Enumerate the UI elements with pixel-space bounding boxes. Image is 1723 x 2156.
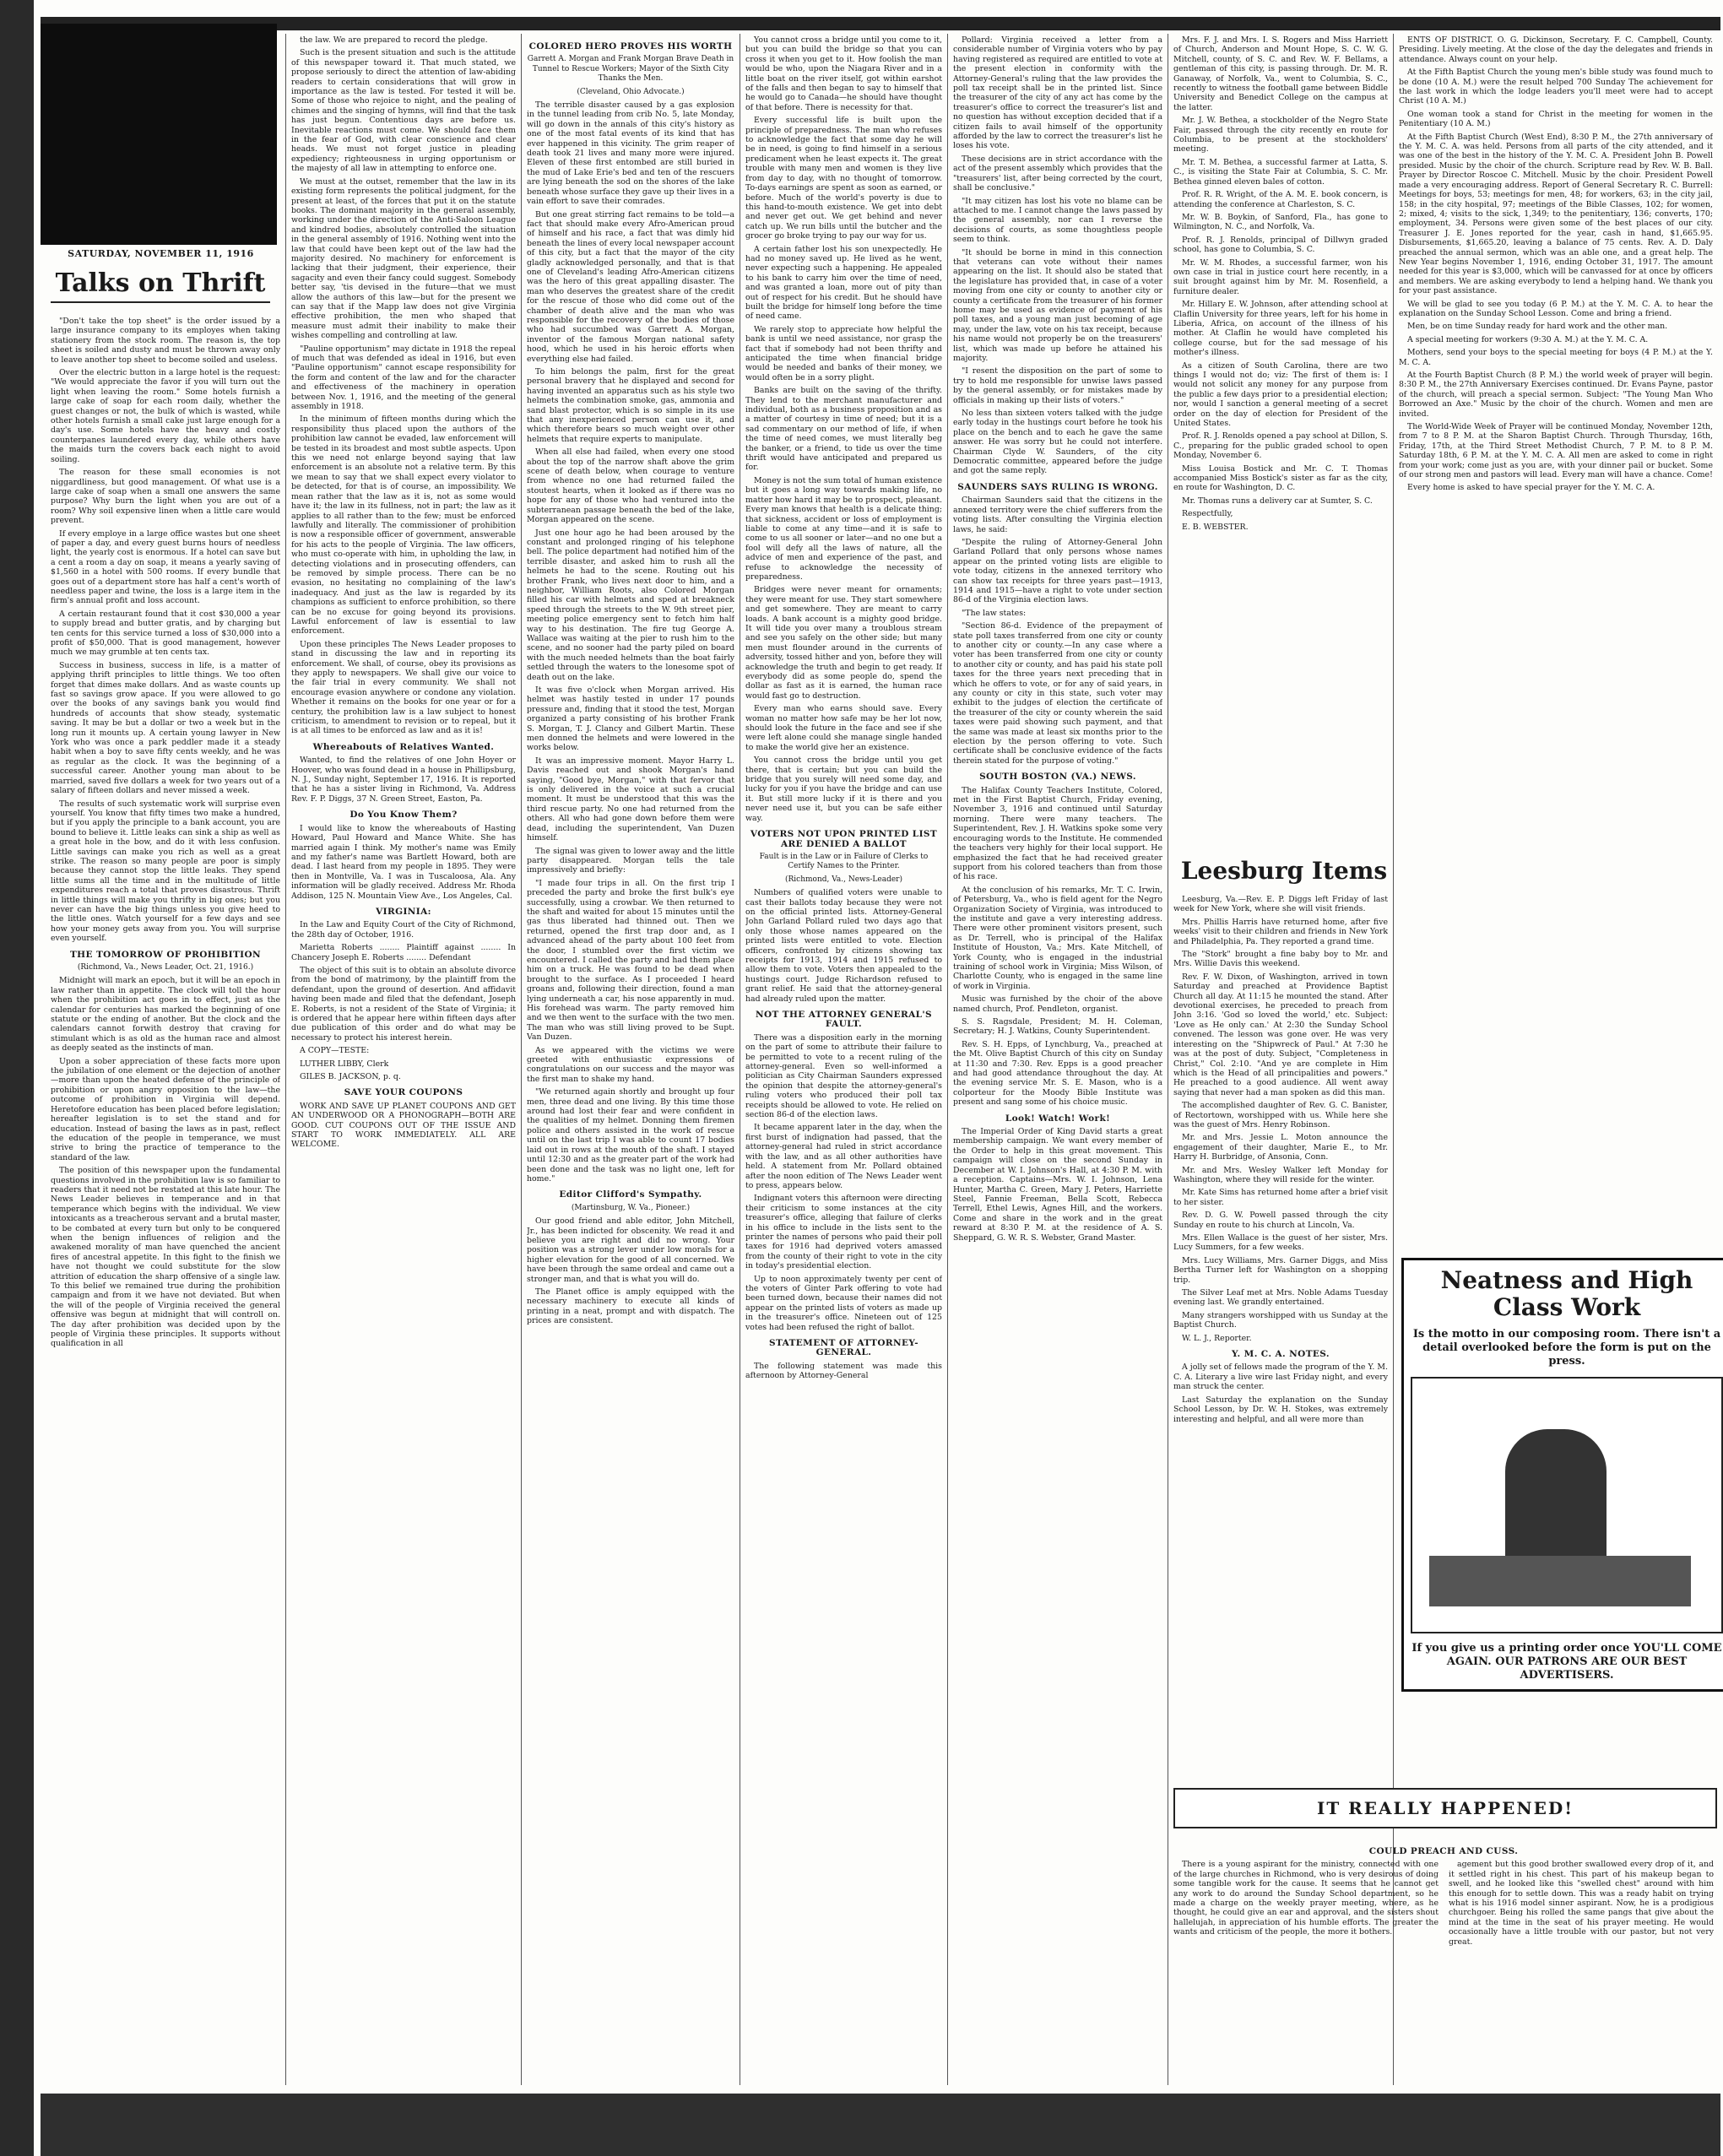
paragraph: If every employe in a large office wastes but one sheet of paper a day, and every guest burns hours of needless light, the yearly cost is enormous. If a hotel can save but a cent a room a day on soap, it means a yearly saving of $1,560 in a hotel with 500 rooms. If every bundle that goes out of a department store has half a cent's worth of needless paper and twine, the loss is a large item in the firm's annual profit and loss account. xyxy=(51,528,280,606)
paragraph: Every home is asked to have special prayer for the Y. M. C. A. xyxy=(1407,483,1655,493)
paragraph: Marietta Roberts ........ Plaintiff against ........ In Chancery Joseph E. Roberts ........ Defendant xyxy=(291,943,516,962)
paragraph: In the Law and Equity Court of the City of Richmond, the 28th day of October, 1916. xyxy=(291,920,516,940)
paragraph: WORK AND SAVE UP PLANET COUPONS AND GET AN UNDERWOOD OR A PHONOGRAPH—BOTH ARE GOOD. CUT COUPONS OUT OF THE ISSUE AND START TO WORK IMMEDIATELY. ALL ARE WELCOME. xyxy=(291,1101,516,1150)
paragraph: Miss Louisa Bostick and Mr. C. T. Thomas accompanied Miss Bostick's sister as far as the city, en route for Washington, D. C. xyxy=(1173,463,1388,493)
paragraph: Rev. F. W. Dixon, of Washington, arrived in town Saturday and preached at Providence Baptist Church all day. At 11:15 he mounted the stand. After devotional exercises, he preceded to preach from John 3:16. 'God so loved the world,' etc. Subject: 'Love as He only can.' At 2:30 the Sunday School convened. The lesson was gone over. He was very interesting on the "Shipwreck of Paul." At 7:30 he was at the post of duty. Subject, "Completeness in Christ," Col. 2:10. "And ye are complete in Him which is the Head of all principalities and powers." He preached to a good audience. All went away saying that never had a man spoken as did this man. xyxy=(1173,972,1388,1097)
paragraph: Mothers, send your boys to the special meeting for boys (4 P. M.) at the Y. M. C. A. xyxy=(1399,348,1713,367)
paragraph: These decisions are in strict accordance with the act of the present assembly which provides that the "treasurers' list, after being corrected by the court, shall be conclusive." xyxy=(953,154,1162,193)
paragraph: Midnight will mark an epoch, but it will be an epoch in law rather than in appetite. The clock will toll the hour when the prohibition act goes in to effect, just as the calendar for centuries has marked the beginning of one statute or the ending of another. But the clock and the calendars cannot forwith destroy that craving for stimulant which is as old as the human race and almost as deeply seated as the instincts of man. xyxy=(51,976,280,1054)
paragraph: The results of such systematic work will surprise even yourself. You know that fifty times two make a hundred, but if you apply the principle to a bank account, you are bound to believe it. Little leaks can sink a ship as well as a great hole in the bow, and do it with less confusion. Little savings can make you rich as well as a great strike. The reason so many people are poor is simply because they cannot stop the little leaks. They spend little sums all the time and in the multitude of little expenditures reach a total that proves disastrous. Thrift in little things will make you thrifty in big ones; but you never can have the big things unless you give heed to the little ones. Watch yourself for a few days and see how your money gets away from you. You will surprise even yourself. xyxy=(51,799,280,944)
paragraph: We must at the outset, remember that the law in its existing form represents the political judgment, for the present at least, of the forces that put it on the statute books. The dominant majority in the general assembly, working under the direction of the Anti-Saloon League and kindred bodies, absolutely controlled the situation in the general assembly of 1916. Nothing went into the law that could have been kept out of the law had the majority desired. No machinery for enforcement is lacking that their judgment, their experience, their sagacity and even their fancy could suggest. Somebody better say, 'tis devised in the future—that we must allow the authors of this law—but for the present we can say that if the Mapp law does not give Virginia effective prohibition, the men who shaped that measure must admit their inability to make their wishes compelling and controlling at law. xyxy=(291,176,516,341)
date-line: SATURDAY, NOVEMBER 11, 1916 xyxy=(68,248,254,259)
attorney-fault-heading: NOT THE ATTORNEY GENERAL'S FAULT. xyxy=(755,1010,933,1030)
prohibition-article xyxy=(51,976,280,1348)
paragraph: A certain restaurant found that it cost $30,000 a year to supply bread and butter gratis, and by charging but ten cents for this service turned a loss of $30,000 into a profit of $50,000. That is good management, however much we may grumble at ten cents tax. xyxy=(51,609,280,658)
paragraph: "Section 86-d. Evidence of the prepayment of state poll taxes transferred from one city or county to another city or county.—In any case where a voter has been transferred from one city or county to another city or county, and has paid his state poll taxes for the three years next preceding that in which he offers to vote, or for any of said years, in any county or city in this state, such voter may exhibit to the judges of election the certificate of the treasurer of the city or county wherein the said taxes were paid showing such payment, and that the same was made at least six months prior to the election by the person offering to vote. Such certificate shall be conclusive evidence of the facts therein stated for the purpose of voting." xyxy=(953,621,1162,766)
colored-hero-heading: COLORED HERO PROVES HIS WORTH xyxy=(528,41,733,51)
paragraph: Mr. Kate Sims has returned home after a brief visit to her sister. xyxy=(1173,1188,1388,1207)
paragraph: Rev. S. H. Epps, of Lynchburg, Va., preached at the Mt. Olive Baptist Church of this city on Sunday at 11:30 and 7:30. Rev. Epps is a good preacher and had good attendance throughout the day. At the evening service Mr. S. E. Mason, who is a colporteur for the Moody Bible Institute was present and sang some of his choice music. xyxy=(953,1039,1162,1108)
pollard-statement xyxy=(953,35,1162,476)
column-rule xyxy=(521,34,522,2085)
save-coupons-text xyxy=(291,1102,516,1150)
paragraph: It became apparent later in the day, when the first burst of indignation had passed, that the attorney-general had ruled in strict accordance with the law, and as all other authorities have held. A statement from Mr. Pollard obtained after the noon edition of The News Leader went to press, appears below. xyxy=(745,1123,942,1190)
paragraph: At the conclusion of his remarks, Mr. T. C. Irwin, of Petersburg, Va., who is field agent for the Negro Organization Society of Virginia, was introduced to the institute and gave a very interesting address. There were other prominent visitors present, such as Dr. Terrell, who is principal of the Halifax Institute of Houston, Va.; Mrs. Kate Mitchell, of York County, who is engaged in the industrial training of school work in Virginia; Miss Wilson, of Charlotte County, who is engaged in the same line of work in Virginia. xyxy=(953,885,1162,991)
south-boston-article xyxy=(953,786,1162,1108)
paragraph: It was five o'clock when Morgan arrived. His helmet was hastily tested in under 17 pounds pressure and, finding that it stood the test, Morgan organized a party consisting of his brother Frank S. Morgan, T. J. Clancy and Gilbert Martin. These men donned the helmets and were lowered in the works below. xyxy=(527,685,734,753)
paragraph: The Imperial Order of King David starts a great membership campaign. We want every member of the Order to help in this great movement. This campaign will close on the second Sunday in December at W. I. Johnson's Hall, at 4:30 P. M. with a reception. Captains—Mrs. W. I. Johnson, Lena Hunter, Martha C. Green, Mary J. Peters, Harriette Steel, Fannie Freeman, Bella Scott, Rebecca Terrell, Ethel Lewis, Agnes Hill, and the workers. Come and share in the work and in the great reward at 8:30 P. M. at the residence of A. S. Sheppard, G. W. R. S. Webster, Grand Master. xyxy=(953,1127,1162,1243)
paragraph: A jolly set of fellows made the program of the Y. M. C. A. Literary a live wire last Friday night, and every man struck the center. xyxy=(1173,1362,1388,1392)
scan-bottom-edge xyxy=(41,2094,1720,2156)
paragraph: Every successful life is built upon the principle of preparedness. The man who refuses to acknowledge the fact that some day he will be in need, is going to find himself in a serious predicament when he least expects it. The great trouble with many men and women is they live from day to day, with no thought of tomorrow. To-days earnings are spent as soon as earned, or before. Much of the world's poverty is due to this hand-to-mouth existence. We get into debt and never get out. We get behind and never catch up. We run bills until the butcher and the grocer go broke trying to pay our way for us. xyxy=(745,116,942,241)
paragraph: Many strangers worshipped with us Sunday at the Baptist Church. xyxy=(1173,1310,1388,1330)
paragraph: Respectfully, xyxy=(1182,509,1233,519)
paragraph: Upon a sober appreciation of these facts more upon the jubilation of one element or the dejection of another—more than upon the heated defense of the principle of prohibition or upon angry opposition to the law—the outcome of prohibition in Virginia will depend. Heretofore education has been placed before legislation; hereafter legislation is to set the stand and for education. Instead of basing the laws as in past, reflect the education of the people in temperance, we must strive to bring the practice of temperance to the standard of the law. xyxy=(51,1056,280,1162)
paragraph: Mr. J. W. Bethea, a stockholder of the Negro State Fair, passed through the city recently en route for Columbia, to be present at the stockholders' meeting. xyxy=(1173,116,1388,154)
neatness-ad-body: Is the motto in our composing room. There isn't a detail overlooked before the form is put on the press. xyxy=(1412,1328,1721,1368)
paragraph: Prof. R. J. Renolds, principal of Dillwyn graded school, has gone to Columbia, S. C. xyxy=(1173,235,1388,255)
clifford-heading: Editor Clifford's Sympathy. xyxy=(559,1189,702,1200)
scan-margin-left xyxy=(0,0,34,2156)
colored-hero-source: (Cleveland, Ohio Advocate.) xyxy=(577,87,685,96)
printer-illustration xyxy=(1411,1377,1723,1633)
prohibition-article-continued xyxy=(291,35,516,736)
clifford-source: (Martinsburg, W. Va., Pioneer.) xyxy=(571,1203,691,1212)
paragraph: We rarely stop to appreciate how helpful the bank is until we need assistance, nor grasp the fact that if somebody had not been thrifty and anticipated the time when financial bridge would be needed and banks of their money, we would often be in a sorry plight. xyxy=(745,324,942,382)
prohibition-heading: THE TOMORROW OF PROHIBITION xyxy=(69,949,262,960)
attorney-fault-article xyxy=(745,1033,942,1332)
it-really-happened-banner: IT REALLY HAPPENED! xyxy=(1173,1788,1717,1828)
talks-on-thrift-title: Talks on Thrift xyxy=(51,268,270,303)
paragraph: Prof. R. J. Renolds opened a pay school at Dillon, S. C., preparing for the public graded school to open Monday, November 6. xyxy=(1173,431,1388,461)
paragraph: When all else had failed, when every one stood about the top of the narrow shaft above the grim scene of death below, when courage to venture from whence no one had returned failed the stoutest hearts, when it looked as if there was no hope for any of those who had ventured into the subterranean passage beneath the bed of the lake, Morgan appeared on the scene. xyxy=(527,447,734,525)
paragraph: Chairman Saunders said that the citizens in the annexed territory were the chief sufferers from the voting lists. After consulting the Virginia election laws, he said: xyxy=(953,496,1162,534)
ymca-notes-article xyxy=(1173,1362,1388,1423)
column-6-top xyxy=(1173,35,1388,854)
paragraph: At the Fourth Baptist Church (8 P. M.) the world week of prayer will begin. 8:30 P. M., the 27th Anniversary Exercises continued. Dr. Evans Payne, pastor of the church, will preach a special sermon. Subject: "The Young Man Who Borrowed an Axe." Music by the choir of the church. Women and men are invited. xyxy=(1399,371,1713,419)
paragraph: Mr. Hillary E. W. Johnson, after attending school at Claflin University for three years, left for his home in Liberia, Africa, on account of the illness of his mother. At Claflin he would have completed his college course, but for the sad message of his mother's illness. xyxy=(1173,300,1388,358)
save-coupons-heading: SAVE YOUR COUPONS xyxy=(344,1087,463,1098)
paragraph: A special meeting for workers (9:30 A. M.) at the Y. M. C. A. xyxy=(1407,334,1649,344)
paragraph: The object of this suit is to obtain an absolute divorce from the bond of matrimony, by the plaintiff from the defendant, upon the ground of desertion. And affidavit having been made and filed that the defendant, Joseph E. Roberts, is not a resident of the State of Virginia; it is ordered that he appear here within fifteen days after due publication of this order and do what may be necessary to protect his interest herein. xyxy=(291,965,516,1043)
paragraph: Pollard: Virginia received a letter from a considerable number of Virginia voters who by pay having registered as required are entitled to vote at the present election in conformity with the Attorney-General's ruling that the law provides the poll tax receipt shall be in the printed list. Since the treasurer of the city of any act has come by the treasurer's office to correct the treasurer's list and no question has without exception decided that if a citizen fails to avail himself of the opportunity afforded by the law to correct the treasurer's list he loses his vote. xyxy=(953,35,1162,151)
saunders-heading: SAUNDERS SAYS RULING IS WRONG. xyxy=(957,481,1158,492)
paragraph: The World-Wide Week of Prayer will be continued Monday, November 12th, from 7 to 8 P. M. at the Sharon Baptist Church. Through Thursday, 16th, Friday, 17th, at the Third Street Methodist Church, 7 P. M. to 8 P. M. Saturday 18th, 6 P. M. at the Y. M. C. A. All men are asked to come in right from your work; come just as you are, with your dinner pail or bucket. Some of our strong men and pastors will lead. Every man will have a chance. Come! xyxy=(1399,422,1713,480)
clifford-article xyxy=(527,1216,734,1325)
paragraph: Mr. T. M. Bethea, a successful farmer at Latta, S. C., is visiting the State Fair at Columbia, S. C. Mr. Bethea ginned eleven bales of cotton. xyxy=(1173,157,1388,187)
paragraph: "The law states: xyxy=(962,608,1027,618)
paragraph: There was a disposition early in the morning on the part of some to attribute their failure to be permitted to vote to a recent ruling of the attorney-general. Even so well-informed a politician as City Chairman Saunders expressed the opinion that despite the attorney-general's ruling voters who produced their poll tax receipts should be allowed to vote. He relied on section 86-d of the election laws. xyxy=(745,1032,942,1120)
do-you-know-them-heading: Do You Know Them? xyxy=(349,810,458,821)
virginia-notice-heading: VIRGINIA: xyxy=(376,906,431,917)
paragraph: "I made four trips in all. On the first trip I preceded the party and broke the first bulk's eye successfully, using a crowbar. We then returned to the shaft and waited for about 15 minutes until the gas thus liberated had thinned out. Then we returned, opened the first trap door and, as I advanced ahead of the party about 100 feet from the door, I stumbled over the first victim we encountered. I called the party and had them place him on a truck. He was found to be dead when brought to the surface. As I proceeded I heard groans and, following their direction, found a man lying underneath a car, his nose apparently in mud. His forehead was warm. The party removed him and we then went to the surface with the two men. The man who was still living proved to be Supt. Van Duzen. xyxy=(527,878,734,1043)
neatness-ad-title: Neatness and High Class Work xyxy=(1440,1266,1693,1321)
paragraph: At the Fifth Baptist Church the young men's bible study was found much to be done (10 A. M.) were the result helped 700 Sunday The achievement for the last work in which the lodge leaders you'll meet were had to accept Christ (10 A. M.) xyxy=(1399,68,1713,106)
paragraph: Mrs. Ellen Wallace is the guest of her sister, Mrs. Lucy Summers, for a few weeks. xyxy=(1173,1233,1388,1253)
column-rule xyxy=(947,34,948,2085)
paragraph: A certain father lost his son unexpectedly. He had no money saved up. He lived as he went, never expecting such a happening. He appealed to his bank to carry him over the time of need, and was granted a loan, more out of pity than out of respect for his credit. But he should have built the bridge for himself long before the time of need came. xyxy=(745,244,942,322)
paragraph: You cannot cross the bridge until you get there, that is certain; but you can build the bridge that you surely will need some day, and lucky for you if you have the bridge and can use it. But still more lucky if it is there and you never need use it, but you can be safe either way. xyxy=(745,756,942,823)
column-5 xyxy=(953,35,1162,2087)
paragraph: Mr. Thomas runs a delivery car at Sumter, S. C. xyxy=(1182,496,1373,506)
ymca-notes-heading: Y. M. C. A. NOTES. xyxy=(1232,1349,1330,1360)
paragraph: Leesburg, Va.—Rev. E. P. Diggs left Friday of last week for New York, where she will visit friends. xyxy=(1173,895,1388,914)
paragraph: Rev. D. G. W. Powell passed through the city Sunday en route to his church at Lincoln, Va. xyxy=(1173,1211,1388,1230)
colored-hero-article xyxy=(527,100,734,1184)
paragraph: You cannot cross a bridge until you come to it, but you can build the bridge so that you can cross it when you get to it. How foolish the man would be who, upon the Niagara River and in a little boat on the river itself, got within earshot of the falls and then began to say to himself that he would go to Canada—he should have thought of that before. There is necessity for that. xyxy=(745,35,942,112)
paragraph: We will be glad to see you today (6 P. M.) at the Y. M. C. A. to hear the explanation on the Sunday School Lesson. Come and bring a friend. xyxy=(1399,299,1713,318)
paragraph: Bridges were never meant for ornaments; they were meant for use. They start somewhere and get somewhere. They are meant to carry loads. A bank account is a mighty good bridge. It will tide you over many a troublous stream and see you safely on the other side; but many men must flounder around in the currents of adversity, tossed hither and yon, before they will acknowledge the truth and begin to get ready. If everybody did as some people do, spend the dollar as fast as it is earned, the human race would fast go to destruction. xyxy=(745,585,942,701)
paragraph: E. B. WEBSTER. xyxy=(1182,522,1249,532)
paragraph: GILES B. JACKSON, p. q. xyxy=(300,1072,401,1082)
relatives-wanted-text xyxy=(291,756,516,804)
column-rule xyxy=(285,34,286,2085)
paragraph: As we appeared with the victims we were greeted with enthusiastic expressions of congratulations on our success and the mayor was the first man to shake my hand. xyxy=(527,1045,734,1084)
paragraph: W. L. J., Reporter. xyxy=(1182,1333,1252,1343)
paragraph: Numbers of qualified voters were unable to cast their ballots today because they were not on the official printed lists. Attorney-General John Garland Pollard ruled two days ago that only those whose names appeared on the printed lists were entitled to vote. Election officers, confronted by citizens showing tax receipts for 1913, 1914 and 1915 refused to allow them to vote. Voters then appealed to the hustings court. Judge Richardson refused to grant relief. He said that the attorney-general had already ruled upon the matter. xyxy=(745,888,942,1004)
look-watch-work-heading: Look! Watch! Work! xyxy=(1005,1113,1111,1124)
paragraph: To him belongs the palm, first for the great personal bravery that he displayed and second for having invented an apparatus such as his style two helmets the combination smoke, gas, ammonia and sand blast protector, which is so simple in its use that any inexperienced person can use it, and which therefore bears so much weight over other helmets that require experts to manipulate. xyxy=(527,367,734,444)
paragraph: Mr. W. B. Boykin, of Sanford, Fla., has gone to Wilmington, N. C., and Norfolk, Va. xyxy=(1173,212,1388,232)
paragraph: Every man who earns should save. Every woman no matter how safe may be her lot now, should look the future in the face and see if she were left alone could she manage single handed to make the world give her an existence. xyxy=(745,704,942,752)
column-6-bottom xyxy=(1173,895,1388,1781)
look-watch-work-article xyxy=(953,1127,1162,1243)
paragraph: "I resent the disposition on the part of some to try to hold me responsible for unwise laws passed by the general assembly, or for mistakes made by officials in making up their lists of voters." xyxy=(953,366,1162,405)
attorney-statement-text xyxy=(745,1362,942,1381)
neatness-ad xyxy=(1401,1258,1723,1692)
column-3 xyxy=(527,35,734,2087)
paragraph: One woman took a stand for Christ in the meeting for women in the Penitentiary (10 A. M.) xyxy=(1399,109,1713,129)
could-preach-heading: COULD PREACH AND CUSS. xyxy=(1368,1846,1519,1856)
paragraph: Wanted, to find the relatives of one John Hoyer or Hoover, who was found dead in a house in Phillipsburg, N. J., Sunday night, September 17, 1916. It is reported that he has a sister living in Richmond, Va. Address Rev. F. P. Diggs, 37 N. Green Street, Easton, Pa. xyxy=(291,756,516,804)
ymca-anniversary-article xyxy=(1399,35,1713,493)
voters-heading: VOTERS NOT UPON PRINTED LIST ARE DENIED A BALLOT xyxy=(750,829,938,849)
paragraph: "Despite the ruling of Attorney-General John Garland Pollard that only persons whose names appear on the printed voting lists are eligible to vote today, citizens in the annexed territory who can show tax receipts for three years past—1913, 1914 and 1915—have a right to vote under section 86-d of the Virginia election laws. xyxy=(953,537,1162,605)
column-7 xyxy=(1399,35,1713,1251)
paragraph: The following statement was made this afternoon by Attorney-General xyxy=(745,1361,942,1381)
paragraph: The reason for these small economies is not niggardliness, but good management. Of what use is a large cake of soap when a small one answers the same purpose? Why burn the light when you are out of a room? Why soil expensive linen when a little care would prevent. xyxy=(51,468,280,526)
paragraph: Mr. W. M. Rhodes, a successful farmer, won his own case in trial in justice court here recently, in a suit brought against him by Mr. M. Rosenfield, a furniture dealer. xyxy=(1173,257,1388,296)
could-preach-left: There is a young aspirant for the ministry, connected with one of the large churches in Richmond, who is very desirous of doing some tangible work for the cause. It seems that he cannot get any work to do around the Sunday School department, so he made a charge on the weekly prayer meeting, where, as he thought, he could give an ear and approval, and the sisters shout hallelujah, in appreciation of his humble efforts. The greater the wants and criticism of the people, the more it bothers. xyxy=(1173,1860,1439,1937)
paragraph: The accomplished daughter of Rev. G. C. Banister, of Rectortown, worshipped with us. While here she was the guest of Mrs. Henry Robinson. xyxy=(1173,1101,1388,1129)
paragraph: The Halifax County Teachers Institute, Colored, met in the First Baptist Church, Friday evening, November 3, 1916 and continued until Saturday morning. There were many teachers. The Superintendent, Rev. J. H. Watkins spoke some very encouraging words to the Institute. He commended the teachers very highly for their local support. He emphasized the fact that he had received greater support from his colored teachers than from those of his race. xyxy=(953,785,1162,882)
paragraph: Mr. and Mrs. Jessie L. Moton announce the engagement of their daughter, Marie E., to Mr. Harry H. Burbridge, of Ansonia, Conn. xyxy=(1173,1133,1388,1162)
paragraph: Music was furnished by the choir of the above named church, Prof. Pendleton, organist. xyxy=(953,994,1162,1014)
paragraph: Indignant voters this afternoon were directing their criticism to some instances at the city treasurer's office, alleging that failure of clerks in his office to include in the lists sent to the printer the names of persons who paid their poll taxes for 1916 had deprived voters amassed from the county of their right to vote in the city in today's presidential election. xyxy=(745,1194,942,1271)
saunders-article xyxy=(953,496,1162,766)
paragraph: A COPY—TESTE: xyxy=(300,1046,370,1056)
relatives-wanted-heading: Whereabouts of Relatives Wanted. xyxy=(312,741,495,752)
paragraph: Prof. R. R. Wright, of the A. M. E. book concern, is attending the conference at Charleston, S. C. xyxy=(1173,190,1388,209)
leesburg-items-title: Leesburg Items xyxy=(1180,857,1388,885)
paragraph: "We returned again shortly and brought up four men, three dead and one living. By this time those around had lost their fear and were confident in the qualities of my helmet. Donning them firemen police and others assisted in the work of rescue until on the last trip I was able to count 17 bodies laid out in rows at the mouth of the shaft. I stayed until 12:30 and as the greater part of the work had been done and the task was no light one, left for home." xyxy=(527,1087,734,1184)
paragraph: LUTHER LIBBY, Clerk xyxy=(300,1059,389,1069)
voters-subhead: Fault is in the Law or in Failure of Clerks to Certify Names to the Printer. xyxy=(759,852,929,871)
colored-hero-subhead: Garrett A. Morgan and Frank Morgan Brave Death in Tunnel to Rescue Workers; Mayor of the Sixth City Thanks the Men. xyxy=(527,55,734,84)
paragraph: Upon these principles The News Leader proposes to stand in discussing the law and in reporting its enforcement. We shall, of course, obey its provisions as they apply to newspapers. We shall give our voice to the fair trial in every community. We shall not encourage evasion anywhere or condone any violation. Whether it remains on the books for one year or for a century, the prohibition law is a law subject to honest criticism, to amendment to revision or to repeal, but it is at all times to be enforced as law and as it is! xyxy=(291,639,516,736)
paragraph: Last Saturday the explanation on the Sunday School Lesson, by Dr. W. H. Stokes, was extremely interesting and helpful, and all were more than xyxy=(1173,1395,1388,1424)
paragraph: In the minimum of fifteen months during which the responsibility thus placed upon the authors of the prohibition law cannot be evaded, law enforcement will be tested in its broadest and most subtle aspects. Upon this we need not enlarge beyond saying that law enforcement is an absolute not a relative term. By this we mean to say that we shall expect every violator to be detected, for that is of course, an impossibility. We mean rather that the law as it is, not as some would have it; the law in its fullness, not in part; the law as it applies to all rather than to the few; must be enforced lawfully and literally. The commissioner of prohibition is now a responsible officer of government, answerable for his acts to the people of Virginia. The law officers, who must co-operate with him, in upholding the law, in detecting violations and in prosecuting offenders, can be removed by simple process. There can be no evasion, no hesitating no complaining of the law's inadequacy. And just as the law is regarded by its champions as sufficient to enforce prohibition, so there can be no excuse for going beyond its provisions. Lawful enforcement of law is essential to law enforcement. xyxy=(291,414,516,637)
paragraph: Mr. and Mrs. Wesley Walker left Monday for Washington, where they will reside for the winter. xyxy=(1173,1165,1388,1184)
leesburg-article xyxy=(1173,895,1388,1343)
paragraph: The Planet office is amply equipped with the necessary machinery to execute all kinds of printing in a neat, prompt and with dispatch. The prices are consistent. xyxy=(527,1287,734,1326)
paragraph: Just one hour ago he had been aroused by the constant and prolonged ringing of his telephone bell. The police department had notified him of the terrible disaster, and asked him to rush all the helmets he had to the scene. Routing out his brother Frank, who lives next door to him, and a neighbor, William Roots, also Colored Morgan filled his car with helmets and sped at breakneck speed through the streets to the W. 9th street pier, meeting police emergency sent to fetch him half way to his destination. The fire tug George A. Wallace was waiting at the pier to rush him to the scene, and no sooner had the party piled on board with the much needed helmets than the boat fairly settled through the waters to the lonesome spot of death out on the lake. xyxy=(527,528,734,682)
bridge-article xyxy=(745,35,942,823)
paragraph: As a citizen of South Carolina, there are two things I would not do; viz: The first of them is: I would not solicit any money for any purpose from the public a few days prior to a presidential election; nor, would I sanction a general meeting of a secret order on the day of election for President of the United States. xyxy=(1173,360,1388,429)
paragraph: the law. We are prepared to record the pledge. xyxy=(300,35,488,45)
could-preach-right: agement but this good brother swallowed every drop of it, and it settled right in his chest. This part of his makeup began to swell, and he looked like this "swelled chest" around with him this enough for to settle down. This was a ready habit on trying what is his 1916 model sinner aspirant. Now, he is a prodigious churchgoer. Being his rolled the same pangs that give about the mind at the time in the seat of his prayer meeting. He would occasionally have a little trouble with our pastor, but not very great. xyxy=(1449,1860,1714,1947)
paragraph: I would like to know the whereabouts of Hasting Howard, Paul Howard and Mance White. She has married again I think. My mother's name was Emily and my father's name was Bartlett Howard, both are dead. I last heard from my people in 1895. They were then in Montville, Va. I was in Tuscaloosa, Ala. Any information will be gladly received. Address Mr. Rhoda Addison, 125 N. Mountain View Ave., Los Angeles, Cal. xyxy=(291,823,516,901)
paragraph: Our good friend and able editor, John Mitchell, Jr., has been indicted for obscenity. We read it and believe you are right and did no wrong. Your position was a strong lever under low morals for a higher elevation for the good of all concerned. We have been through the same ordeal and came out a stronger man, and that is what you will do. xyxy=(527,1216,734,1284)
paragraph: ENTS OF DISTRICT. O. G. Dickinson, Secretary. F. C. Campbell, County. Presiding. Lively meeting. At the close of the day the delegates and friends in attendance. Always count on your help. xyxy=(1399,35,1713,64)
voters-source: (Richmond, Va., News-Leader) xyxy=(785,875,902,884)
paragraph: Such is the present situation and such is the attitude of this newspaper toward it. That much stated, we propose seriously to direct the attention of law-abiding readers to certain considerations that will grow in importance as the law is tested. For tested it will be. Some of those who rejoice to night, and the pealing of chimes and the singing of hymns, will find that the task has just begun. Contentious days are before us. Inevitable reactions must come. We should face them in the fear of God, with clear conscience and clear heads. We must not forget justice in pleading expediency; righteousness in urging opportunism or the majesty of all law in attempting to enforce one. xyxy=(291,48,516,174)
paragraph: The position of this newspaper upon the fundamental questions involved in the prohibition law is so familiar to readers that it need not be restated at this late hour. The News Leader believes in temperance and in that temperance which begins with the individual. We view intoxicants as a treacherous servant and a brutal master, to be combated at every turn but only to be conquered when the benign influences of religion and the awakened morality of man have quenched the ancient fires of ancestral appetite. In this fight to the finish we have not thought we could substitute for the slow attrition of education the sharp offensive of a single law. To this belief we remained true during the prohibition campaign and from it we have not deviated. But when the will of the people of Virginia received the general offensive was begun at midnight that will controll on. The day after prohibition was decided upon by the people of Virginia these principles. It supports without qualification in all xyxy=(51,1166,280,1349)
top-scan-strip xyxy=(41,17,1720,30)
do-you-know-them-text xyxy=(291,824,516,901)
paragraph: "It may citizen has lost his vote no blame can be attached to me. I cannot change the laws passed by the general assembly, nor can I reverse the decisions of courts, as some thoughtless people seem to think. xyxy=(953,196,1162,245)
neatness-ad-footer: If you give us a printing order once YOU'LL COME AGAIN. OUR PATRONS ARE OUR BEST ADVERTISERS. xyxy=(1411,1642,1722,1682)
paragraph: It was an impressive moment. Mayor Harry L. Davis reached out and shook Morgan's hand saying, "Good bye, Morgan," with that fervor that is only delivered in the voice at such a crucial moment. It must be understood that this was the third rescue party. No one had returned from the others. All who had gone down before them were dead, including the superintendent, Van Duzen himself. xyxy=(527,756,734,843)
paragraph: But one great stirring fact remains to be told—a fact that should make every Afro-American proud of himself and his race, a fact that was dimly hid beneath the lines of every local newspaper account of this city, but a fact that the mayor of the city gladly acknowledged personally, and that is that one of Cleveland's leading Afro-American citizens was the hero of this great appalling disaster. The man who deserves the greatest share of the credit for the rescue of those who did come out of the chamber of death alive and the man who was responsible for the recovery of the bodies of those who had succumbed was Garrett A. Morgan, inventor of the famous Morgan national safety hood, which he used in his heroic efforts when everything else had failed. xyxy=(527,209,734,364)
attorney-statement-heading: STATEMENT OF ATTORNEY-GENERAL. xyxy=(768,1338,919,1358)
paragraph: Men, be on time Sunday ready for hard work and the other man. xyxy=(1407,322,1668,332)
paragraph: The terrible disaster caused by a gas explosion in the tunnel leading from crib No. 5, late Monday, will go down in the annals of this city's history as one of the most fatal events of its kind that has ever happened in this vicinity. The grim reaper of death took 21 lives and many more were injured. Eleven of these first entombed are still buried in the mud of Lake Erie's bed and ten of the rescuers are lying beneath the sod on the shores of the lake beneath whose surface they gave up their lives in a vain effort to save their comrades. xyxy=(527,100,734,207)
thrift-article xyxy=(51,317,280,944)
column-2 xyxy=(291,35,516,2087)
paragraph: The "Stork" brought a fine baby boy to Mr. and Mrs. Willie Davis this weekend. xyxy=(1173,950,1388,969)
paragraph: Up to noon approximately twenty per cent of the voters of Ginter Park offering to vote had been turned down, because their names did not appear on the printed lists of voters as made up in the treasurer's office. Nineteen out of 125 votes had been refused the right of ballot. xyxy=(745,1274,942,1332)
paragraph: At the Fifth Baptist Church (West End), 8:30 P. M., the 27th anniversary of the Y. M. C. A. was held. Persons from all parts of the city attended, and it was one of the best in the history of the Y. M. C. A. President John B. Powell presided. Music by the choir of the church. Scripture read by Rev. W. B. Ball. Prayer by Director Roscoe C. Mitchell. Music by the choir. President Powell made a very encouraging address. Report of General Secretary R. C. Burrell: Meetings for boys, 53; meetings for men, 48; for workers, 63; in the city jail, 158; in the city hospital, 97; meetings of the Bible Classes, 102; for women, 2; mixed, 4; visits to the sick, 1,349; to the penitentiary, 136; converts, 170; employment, 34. Persons were given some of the best places of our city. Treasurer J. E. Jones reported for the year, cash in hand, $1,665.95. Disbursements, $1,665.20, leaving a balance of 75 cents. Rev. A. D. Daly preached the annual sermon, which was an able one, and a great help. The New Year begins November 1, 1916, ending October 31, 1917. The amount needed for this year is $3,000, which will be canvassed for at once by officers and members. We are asking everybody to lend a helping hand. We thank you for your past assistance. xyxy=(1399,132,1713,296)
paragraph: The Silver Leaf met at Mrs. Noble Adams Tuesday evening last. We grandly entertained. xyxy=(1173,1288,1388,1308)
paragraph: The signal was given to lower away and the little party disappeared. Morgan tells the tale impressively and briefly: xyxy=(527,846,734,875)
paragraph: "Don't take the top sheet" is the order issued by a large insurance company to its employes when taking stationery from the stock room. The reason is, the top sheet is soiled and dusty and must be thrown away only to leave another top sheet to become soiled and useless. xyxy=(51,317,280,365)
paragraph: Mrs. Lucy Williams, Mrs. Garner Diggs, and Miss Bertha Turner left for Washington on a shopping trip. xyxy=(1173,1255,1388,1285)
paragraph: Mrs. Phillis Harris have returned home, after five weeks' visit to their children and friends in New York and Philadelphia, Pa. They reported a grand time. xyxy=(1173,917,1388,946)
paragraph: S. S. Ragsdale, President; M. H. Coleman, Secretary; H. J. Watkins, County Superintendent. xyxy=(953,1017,1162,1037)
masthead-black-block xyxy=(41,24,277,245)
paragraph: Money is not the sum total of human existence but it goes a long way towards making life, no matter how hard it may be to prospect, pleasant. Every man knows that health is a delicate thing; that sickness, accident or loss of employment is liable to come at any time—and it is safe to come to us all sooner or later—and no one but a fool will defy all the laws of nature, all the advice of men and experience of the past, and refuse to acknowledge the necessity of preparedness. xyxy=(745,475,942,582)
column-rule xyxy=(1393,34,1394,2085)
paragraph: "Pauline opportunism" may dictate in 1918 the repeal of much that was defended as ideal in 1916, but even "Pauline opportunism" cannot escape responsibility for the form and content of the law and for the character and effectiveness of the machinery in operation between Nov. 1, 1916, and the meeting of the general assembly in 1918. xyxy=(291,344,516,412)
paragraph: Banks are built on the saving of the thrifty. They lend to the merchant manufacturer and individual, both as a business proposition and as a matter of courtesy in time of need; but it is a sad commentary on our method of life, if when the time of need comes, we must literally beg the banker, or a friend, to tide us over the time thrift would have anticipated and prepared us for. xyxy=(745,386,942,473)
prohibition-source: (Richmond, Va., News Leader, Oct. 21, 1916.) xyxy=(77,963,254,972)
paragraph: Success in business, success in life, is a matter of applying thrift principles to little things. We too often forget that dimes make dollars. And as waste counts up fast so savings grow apace. If you were allowed to go over the books of any savings bank you would find hundreds of accounts that show steady, systematic saving. It may be but a dollar or two a week but in the long run it mounts up. A certain young lawyer in New York who was once a park peddler made it a steady habit when a boy to save fifty cents weekly, and he was as regular as the clock. It was the beginning of a successful career. Another young man about to be married, saved five dollars a week for two years out of a salary of fifteen dollars and never missed a week. xyxy=(51,660,280,796)
voters-article xyxy=(745,888,942,1004)
sc-news-article xyxy=(1173,35,1388,532)
paragraph: Mrs. F. J. and Mrs. I. S. Rogers and Miss Harriett of Church, Anderson and Mount Hope, S. C. W. G. Mitchell, county, of S. C. and Rev. W. F. Bellams, a gentleman of this city, is passing through. Dr. M. R. Ganaway, of Norfolk, Va., went to Columbia, S. C., recently to witness the football game between Biddle University and Benedict College on the campus at the latter. xyxy=(1173,35,1388,112)
paragraph: Over the electric button in a large hotel is the request: "We would appreciate the favor if you will turn out the light when leaving the room." Some hotels furnish a large cake of soap for each room daily, whether the guest changes or not, the bulk of which is wasted, while other hotels furnish a small cake just large enough for a day's use. Some hotels have the heavy and costly counterpanes laundered every day, while others have the maids turn the covers back each night to avoid soiling. xyxy=(51,368,280,464)
bottom-article xyxy=(1173,1840,1714,2094)
paragraph: No less than sixteen voters talked with the judge early today in the hustings court before he took his place on the bench and to each he gave the same answer. He was sorry but he could not interfere. Chairman Clyde W. Saunders, of the city Democratic committee, appeared before the judge and got the same reply. xyxy=(953,409,1162,476)
column-1 xyxy=(51,317,280,2089)
press-desk xyxy=(1429,1556,1691,1606)
column-4 xyxy=(745,35,942,2087)
paragraph: "It should be borne in mind in this connection that veterans can vote without their names appearing on the list. It should also be stated that the legislature has provided that, in case of a voter moving from one city or county to another city or county a certificate from the treasurer of his former home may be used as evidence of payment of his poll taxes, and a young man just becoming of age may, under the law, vote on his tax receipt, because his name would not properly be on the treasurers' list, which was made up before he attained his majority. xyxy=(953,247,1162,363)
virginia-notice-text xyxy=(291,920,516,1081)
south-boston-heading: SOUTH BOSTON (VA.) NEWS. xyxy=(979,772,1136,783)
